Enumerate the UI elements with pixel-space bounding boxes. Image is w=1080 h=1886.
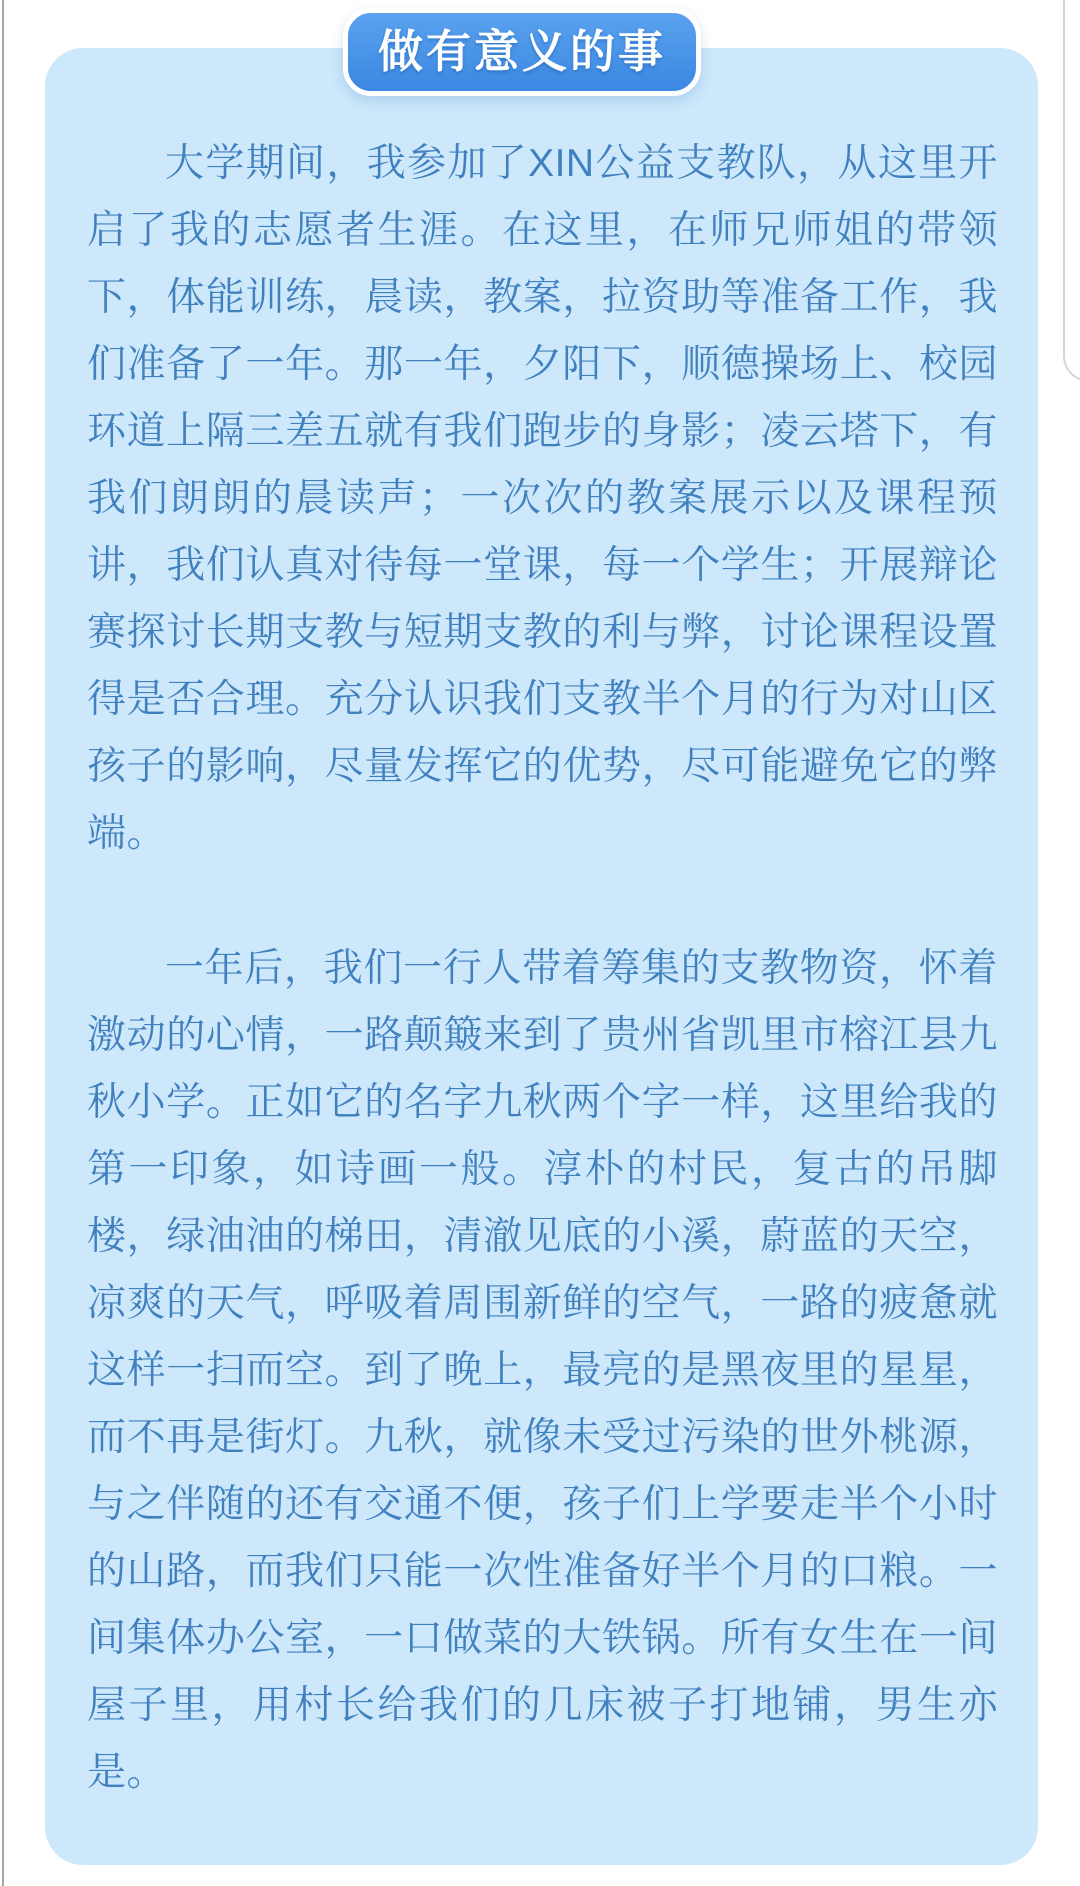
section-title-label: 做有意义的事 [377,26,667,77]
section-title-badge [343,8,701,96]
article-card [45,48,1038,1865]
article-paragraph-2: 一年后，我们一行人带着筹集的支教物资，怀着激动的心情，一路颠簸来到了贵州省凯里市榕江县九秋小学。正如它的名字九秋两个字一样，这里给我的第一印象，如诗画一般。淳朴的村民，复古的吊脚楼，绿油油的梯田，清澈见底的小溪，蔚蓝的天空，凉爽的天气，呼吸着周围新鲜的空气，一路的疲惫就这样一扫而空。到了晚上，最亮的是黑夜里的星星，而不再是街灯。九秋，就像未受过污染的世外桃源，与之伴随的还有交通不便，孩子们上学要走半个小时的山路，而我们只能一次性准备好半个月的口粮。一间集体办公室，一口做菜的大铁锅。所有女生在一间屋子里，用村长给我们的几床被子打地铺，男生亦是。 [87,947,998,1794]
article-paragraph-1: 大学期间，我参加了XIN公益支教队，从这里开启了我的志愿者生涯。在这里，在师兄师姐的带领下，体能训练，晨读，教案，拉资助等准备工作，我们准备了一年。那一年，夕阳下，顺德操场上、校园环道上隔三差五就有我们跑步的身影；凌云塔下，有我们朗朗的晨读声；一次次的教案展示以及课程预讲，我们认真对待每一堂课，每一个学生；开展辩论赛探讨长期支教与短期支教的利与弊，讨论课程设置得是否合理。充分认识我们支教半个月的行为对山区孩子的影响，尽量发挥它的优势，尽可能避免它的弊端。 [87,142,998,855]
left-screen-edge-line [2,0,4,1886]
article-body [87,130,998,1806]
next-page-card-edge [1063,0,1080,382]
